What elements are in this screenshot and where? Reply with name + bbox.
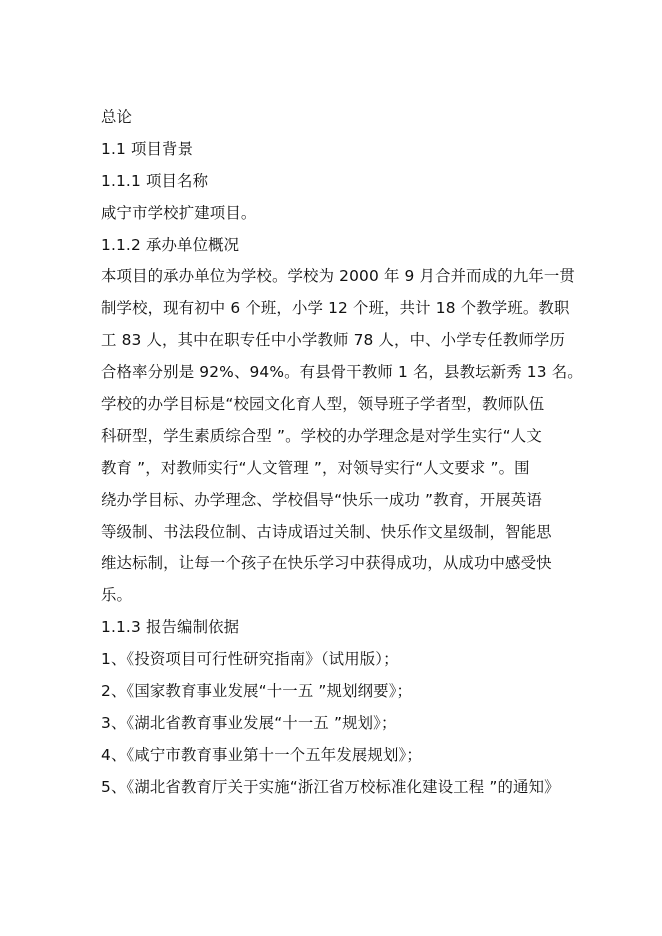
organizer-line-6: 科研型，学生素质综合型 ”。学校的办学理念是对学生实行“人文 — [101, 426, 542, 445]
organizer-line-1: 本项目的承办单位为学校。学校为 2000 年 9 月合并而成的九年一贯 — [101, 267, 575, 286]
organizer-line-4: 合格率分别是 92%、94%。有县骨干教师 1 名，县教坛新秀 13 名。 — [101, 363, 583, 382]
document-body — [101, 102, 583, 804]
section-heading-1-1: 1.1 项目背景 — [101, 139, 194, 158]
document-title: 总论 — [101, 108, 133, 126]
reference-item-4: 4、《咸宁市教育事业第十一个五年发展规划》； — [101, 745, 422, 764]
organizer-line-10: 维达标制，让每一个孩子在快乐学习中获得成功，从成功中感受快 — [101, 554, 552, 573]
organizer-line-5: 学校的办学目标是“校园文化育人型，领导班子学者型，教师队伍 — [101, 395, 545, 414]
organizer-line-9: 等级制、书法段位制、古诗成语过关制、快乐作文星级制，智能思 — [101, 522, 552, 541]
organizer-line-11: 乐。 — [101, 586, 133, 605]
section-heading-1-1-3: 1.1.3 报告编制依据 — [101, 618, 240, 637]
section-heading-1-1-1: 1.1.1 项目名称 — [101, 171, 209, 190]
reference-item-1: 1、《投资项目可行性研究指南》（试用版）； — [101, 650, 399, 669]
organizer-line-7: 教育 ”，对教师实行“人文管理 ”，对领导实行“人文要求 ”。围 — [101, 458, 530, 477]
reference-item-5: 5、《湖北省教育厅关于实施“浙江省万校标准化建设工程 ”的通知》 — [101, 777, 560, 796]
organizer-line-3: 工 83 人，其中在职专任中小学教师 78 人，中、小学专任教师学历 — [101, 331, 565, 350]
organizer-line-8: 绕办学目标、办学理念、学校倡导“快乐一成功 ”教育，开展英语 — [101, 490, 542, 509]
organizer-line-2: 制学校，现有初中 6 个班，小学 12 个班，共计 18 个教学班。教职 — [101, 299, 570, 318]
project-name-text: 咸宁市学校扩建项目。 — [101, 203, 257, 222]
section-heading-1-1-2: 1.1.2 承办单位概况 — [101, 235, 240, 254]
reference-item-3: 3、《湖北省教育事业发展“十一五 ”规划》； — [101, 713, 397, 732]
reference-item-2: 2、《国家教育事业发展“十一五 ”规划纲要》； — [101, 682, 413, 701]
